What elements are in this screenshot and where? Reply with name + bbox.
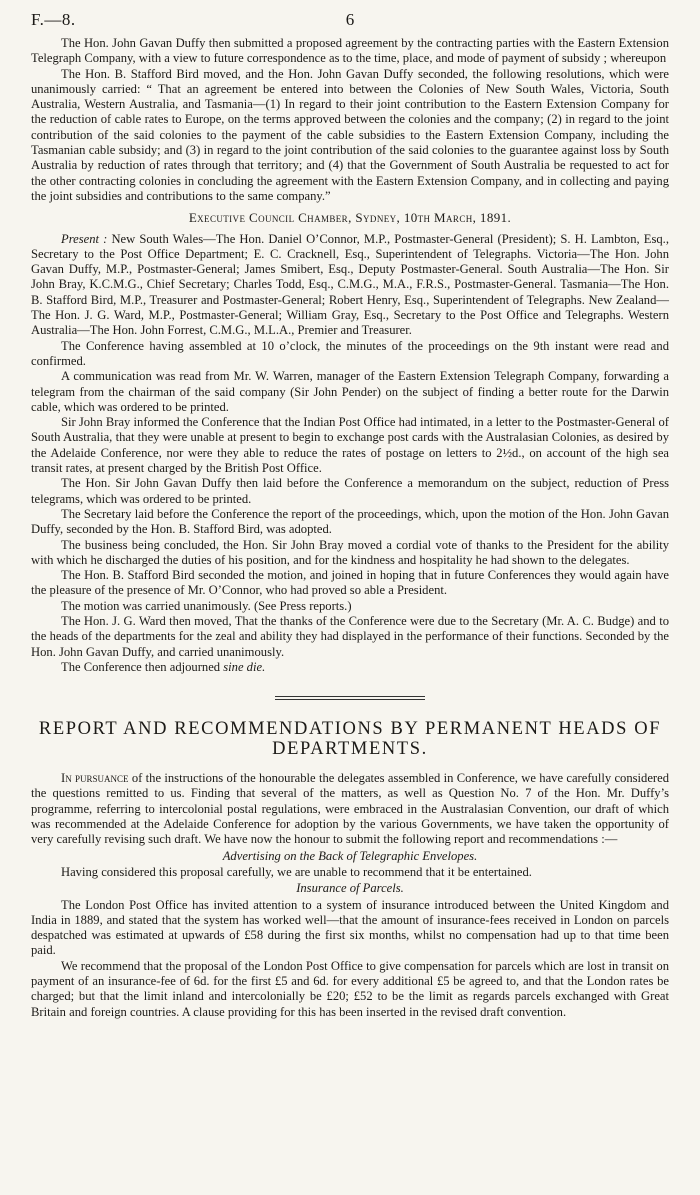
present-label: Present : (61, 231, 108, 246)
minutes-paragraph: The Secretary laid before the Conference the report of the proceedings, which, upon the motion of the Hon. John Gavan Duffy, seconded by the Hon. B. Stafford Bird, was adopted. (31, 506, 669, 537)
adjourned-text: The Conference then adjourned (61, 659, 224, 674)
document-reference: F.—8. (31, 10, 76, 29)
report-intro-text: of the instructions of the honourable the delegates assembled in Conference, we have carefully considered the questions remitted to us. Finding that several of the matters, as well as Question No. 7 of the Hon. Mr. Duffy’s programme, referring to intercolonial postal regulations, were embraced in the Australasian Convention, our draft of which was recommended at the Adelaide Conference for adoption by the various Governments, we have taken the opportunity of very carefully revising such draft. We have now the honour to submit the following report and recommendations :— (31, 771, 669, 847)
minutes-paragraph: The Hon. J. G. Ward then moved, That the thanks of the Conference were due to the Secretary (Mr. A. C. Budge) and to the heads of the departments for the zeal and ability they had displayed in the performance of their functions. Seconded by the Hon. John Gavan Duffy, and carried unanimously. (31, 613, 669, 659)
meeting-heading: Executive Council Chamber, Sydney, 10th March, 1891. (188, 210, 512, 226)
section-paragraph: We recommend that the proposal of the London Post Office to give compensation for parcels which are lost in transit on payment of an insurance-fee of 6d. for the first £5 and 6d. for every additional £5 be agreed to, and that the London rates be charged; but that the limit inland and intercolonially be £20; £52 to be the limit as regards parcels exchanged with Great Britain and foreign countries. A clause providing for this has been inserted in the revised draft convention. (31, 958, 669, 1019)
minutes-paragraph: The Hon. B. Stafford Bird seconded the motion, and joined in hoping that in future Conferences they would again have the pleasure of the presence of Mr. O’Connor, who had proved so able a President. (31, 568, 669, 598)
page-number: 6 (345, 10, 355, 29)
present-paragraph (31, 232, 669, 339)
report-intro-lead: In pursuance (61, 771, 129, 786)
page-header (31, 6, 669, 36)
adjourned-sine-die: sine die. (223, 659, 266, 674)
minutes-paragraph: The Hon. Sir John Gavan Duffy then laid before the Conference a memorandum on the subject, reduction of Press telegrams, which was ordered to be printed. (31, 476, 669, 506)
section-heading-advertising: Advertising on the Back of Telegraphic Envelopes. (222, 848, 478, 863)
section-heading-insurance: Insurance of Parcels. (296, 881, 404, 896)
section-divider (275, 696, 425, 700)
section-paragraph: Having considered this proposal carefully, we are unable to recommend that it be entertained. (61, 864, 532, 879)
report-intro (31, 771, 669, 847)
section-paragraph: The London Post Office has invited attention to a system of insurance introduced between the United Kingdom and India in 1889, and stated that the system has worked well—that the amount of insurance-fees received in London on parcels despatched was estimated at upwards of £58 during the first six months, whilst no compensation had up to that time been paid. (31, 897, 669, 958)
minutes-paragraph: A communication was read from Mr. W. Warren, manager of the Eastern Extension Telegraph Company, forwarding a telegram from the chairman of the said company (Sir John Pender) on the subject of finding a better route for the Darwin cable, which was ordered to be printed. (31, 369, 669, 414)
minutes-paragraph: Sir John Bray informed the Conference that the Indian Post Office had intimated, in a letter to the Postmaster-General of South Australia, that they were unable at present to begin to exchange post cards with the Australasian Colonies, as desired by the Adelaide Conference, nor were they able to reduce the rates of postage on letters to 2½d., on account of the high sea transit rates, at present charged by the British Post Office. (31, 415, 669, 476)
present-members: New South Wales—The Hon. Daniel O’Connor, M.P., Postmaster-General (President); S. H. Lambton, Esq., Secretary to the Post Office Department; E. C. Cracknell, Esq., Superintendent of Telegraphs. Victoria—The Hon. John Gavan Duffy, M.P., Postmaster-General; James Smibert, Esq., Deputy Postmaster-General. South Australia—The Hon. Sir John Bray, K.C.M.G., Chief Secretary; Charles Todd, Esq., C.M.G., M.A., F.R.S., Postmaster-General. Tasmania—The Hon. B. Stafford Bird, M.P., Treasurer and Postmaster-General; Robert Henry, Esq., Superintendent of Telegraphs. New Zealand—The Hon. J. G. Ward, M.P., Postmaster-General; William Gray, Esq., Secretary to the Post Office and Telegraphs. Western Australia—The Hon. John Forrest, C.M.G., M.L.A., Premier and Treasurer. (31, 231, 669, 338)
minutes-paragraph: The Conference having assembled at 10 o’clock, the minutes of the proceedings on the 9th instant were read and confirmed. (31, 338, 669, 368)
paragraph-duffy-agreement: The Hon. John Gavan Duffy then submitted a proposed agreement by the contracting parties with the Eastern Extension Telegraph Company, with a view to future correspondence as to the time, place, and mode of payment of subsidy ; whereupon (31, 36, 669, 66)
paragraph-resolutions: The Hon. B. Stafford Bird moved, and the Hon. John Gavan Duffy seconded, the following resolutions, which were unanimously carried: “ That an agreement be entered into between the Colonies of New South Wales, Victoria, South Australia, Western Australia, and Tasmania—(1) In regard to their joint contribution to the Eastern Extension Company for the reduction of cable rates to Europe, on the terms approved between the colonies and the company; (2) in regard to the joint contribution of the said colonies to the payment of the cable subsidies to the Eastern Extension Company, including the Tasmanian cable subsidy; and (3) in regard to the joint contribution of the said colonies to the guarantee against loss by South Australia by reduction of rates through that territory; and (4) that the Government of South Australia be requested to act for the other contracting colonies in concluding the agreement with the Eastern Extension Company, and in collecting and paying the joint subsidies and contributions to the same company.” (31, 66, 669, 203)
minutes-paragraph: The motion was carried unanimously. (See Press reports.) (61, 598, 352, 613)
report-title: REPORT AND RECOMMENDATIONS BY PERMANENT HEADS OF DEPARTMENTS. (38, 719, 662, 760)
adjourned-paragraph (31, 660, 669, 675)
minutes-paragraph: The business being concluded, the Hon. Sir John Bray moved a cordial vote of thanks to the President for the ability with which he discharged the duties of his position, and for the kindness and hospitality he had shown to the delegates. (31, 537, 669, 567)
